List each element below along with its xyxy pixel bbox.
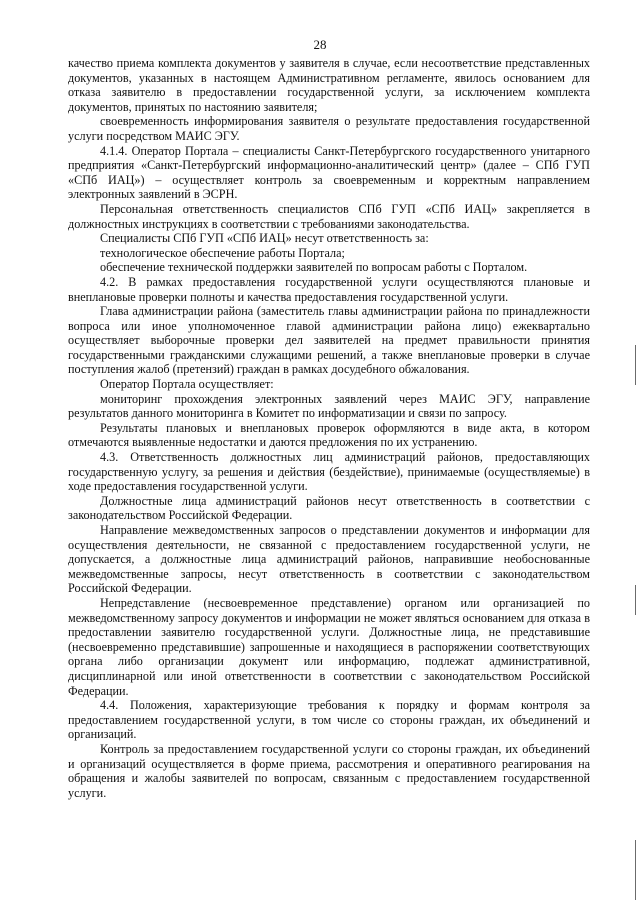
section-heading: 4.3. Ответственность должностных лиц администраций районов, предоставляющих государственную услугу, за решения и действия (бездействие), принимаемые (осуществляемые) в ходе предоставления государственной услуги. <box>68 450 590 494</box>
paragraph: Направление межведомственных запросов о представлении документов и информации для осуществления деятельности, не связанной с предоставлением государственной услуги, не допускается, а должностные лица администраций районов, направившие необоснованные межведомственные запросы, несут ответственность в соответствии с законодательством Российской Федерации. <box>68 523 590 596</box>
scan-edge-mark <box>635 345 636 385</box>
section-heading: 4.2. В рамках предоставления государственной услуги осуществляются плановые и внеплановые проверки полноты и качества предоставления государственной услуги. <box>68 274 590 304</box>
paragraph: Результаты плановых и внеплановых проверок оформляются в виде акта, в котором отмечаются выявленные недостатки и даются предложения по их устранению. <box>68 420 590 450</box>
paragraph: Глава администрации района (заместитель главы администрации района по принадлежности вопроса или иное уполномоченное главой администрации района лицо) ежеквартально осуществляет выборочные проверки дел заявителей на предмет правильности принятия государственными гражданскими служащими решений, а также внеплановые проверки в случае поступления жалоб (претензий) граждан в рамках досудебного обжалования. <box>68 304 590 377</box>
paragraph: технологическое обеспечение работы Портала; <box>100 245 345 260</box>
paragraph: Специалисты СПб ГУП «СПб ИАЦ» несут ответственность за: <box>100 231 429 246</box>
scan-edge-mark <box>635 840 636 900</box>
paragraph: Непредставление (несвоевременное представление) органом или организацией по межведомственному запросу документов и информации не может являться основанием для отказа в предоставлении заявителю государственной услуги. Должностные лица, не представившие (несвоевременно представившие) запрошенные и находящиеся в распоряжении соответствующих органа либо организации документ или информацию, подлежат административной, дисциплинарной или иной ответственности в соответствии с законодательством Российской Федерации. <box>68 595 590 698</box>
paragraph: обеспечение технической поддержки заявителей по вопросам работы с Порталом. <box>100 260 528 275</box>
document-body <box>68 56 590 800</box>
paragraph: Должностные лица администраций районов несут ответственность в соответствии с законодательством Российской Федерации. <box>68 493 590 523</box>
paragraph: своевременность информирования заявителя о результате предоставления государственной услуги посредством МАИС ЭГУ. <box>68 114 590 143</box>
paragraph: Контроль за предоставлением государственной услуги со стороны граждан, их объединений и организаций осуществляется в форме приема, рассмотрения и оперативного реагирования на обращения и жалобы заявителей по вопросам, связанным с предоставлением государственной услуги. <box>68 741 590 800</box>
paragraph: мониторинг прохождения электронных заявлений через МАИС ЭГУ, направление результатов данного мониторинга в Комитет по информатизации и связи по запросу. <box>68 391 590 421</box>
paragraph: Персональная ответственность специалистов СПб ГУП «СПб ИАЦ» закрепляется в должностных инструкциях в соответствии с требованиями законодательства. <box>68 201 590 231</box>
scan-edge-mark <box>635 585 636 615</box>
paragraph: 4.1.4. Оператор Портала – специалисты Санкт-Петербургского государственного унитарного предприятия «Санкт-Петербургский информационно-аналитический центр» (далее – СПб ГУП «СПб ИАЦ») – осуществляет контроль за своевременным и корректным направлением электронных заявлений в ЭСРН. <box>68 143 590 202</box>
paragraph: Оператор Портала осуществляет: <box>100 377 274 392</box>
section-heading: 4.4. Положения, характеризующие требования к порядку и формам контроля за предоставлением государственной услуги, в том числе со стороны граждан, их объединений и организаций. <box>68 698 590 742</box>
paragraph: качество приема комплекта документов у заявителя в случае, если несоответствие представленных документов, указанных в настоящем Административном регламенте, явилось основанием для отказа заявителю в предоставлении государственной услуги, за исключением комплекта документов, принятых по настоянию заявителя; <box>68 56 590 114</box>
page-number: 28 <box>313 37 327 52</box>
